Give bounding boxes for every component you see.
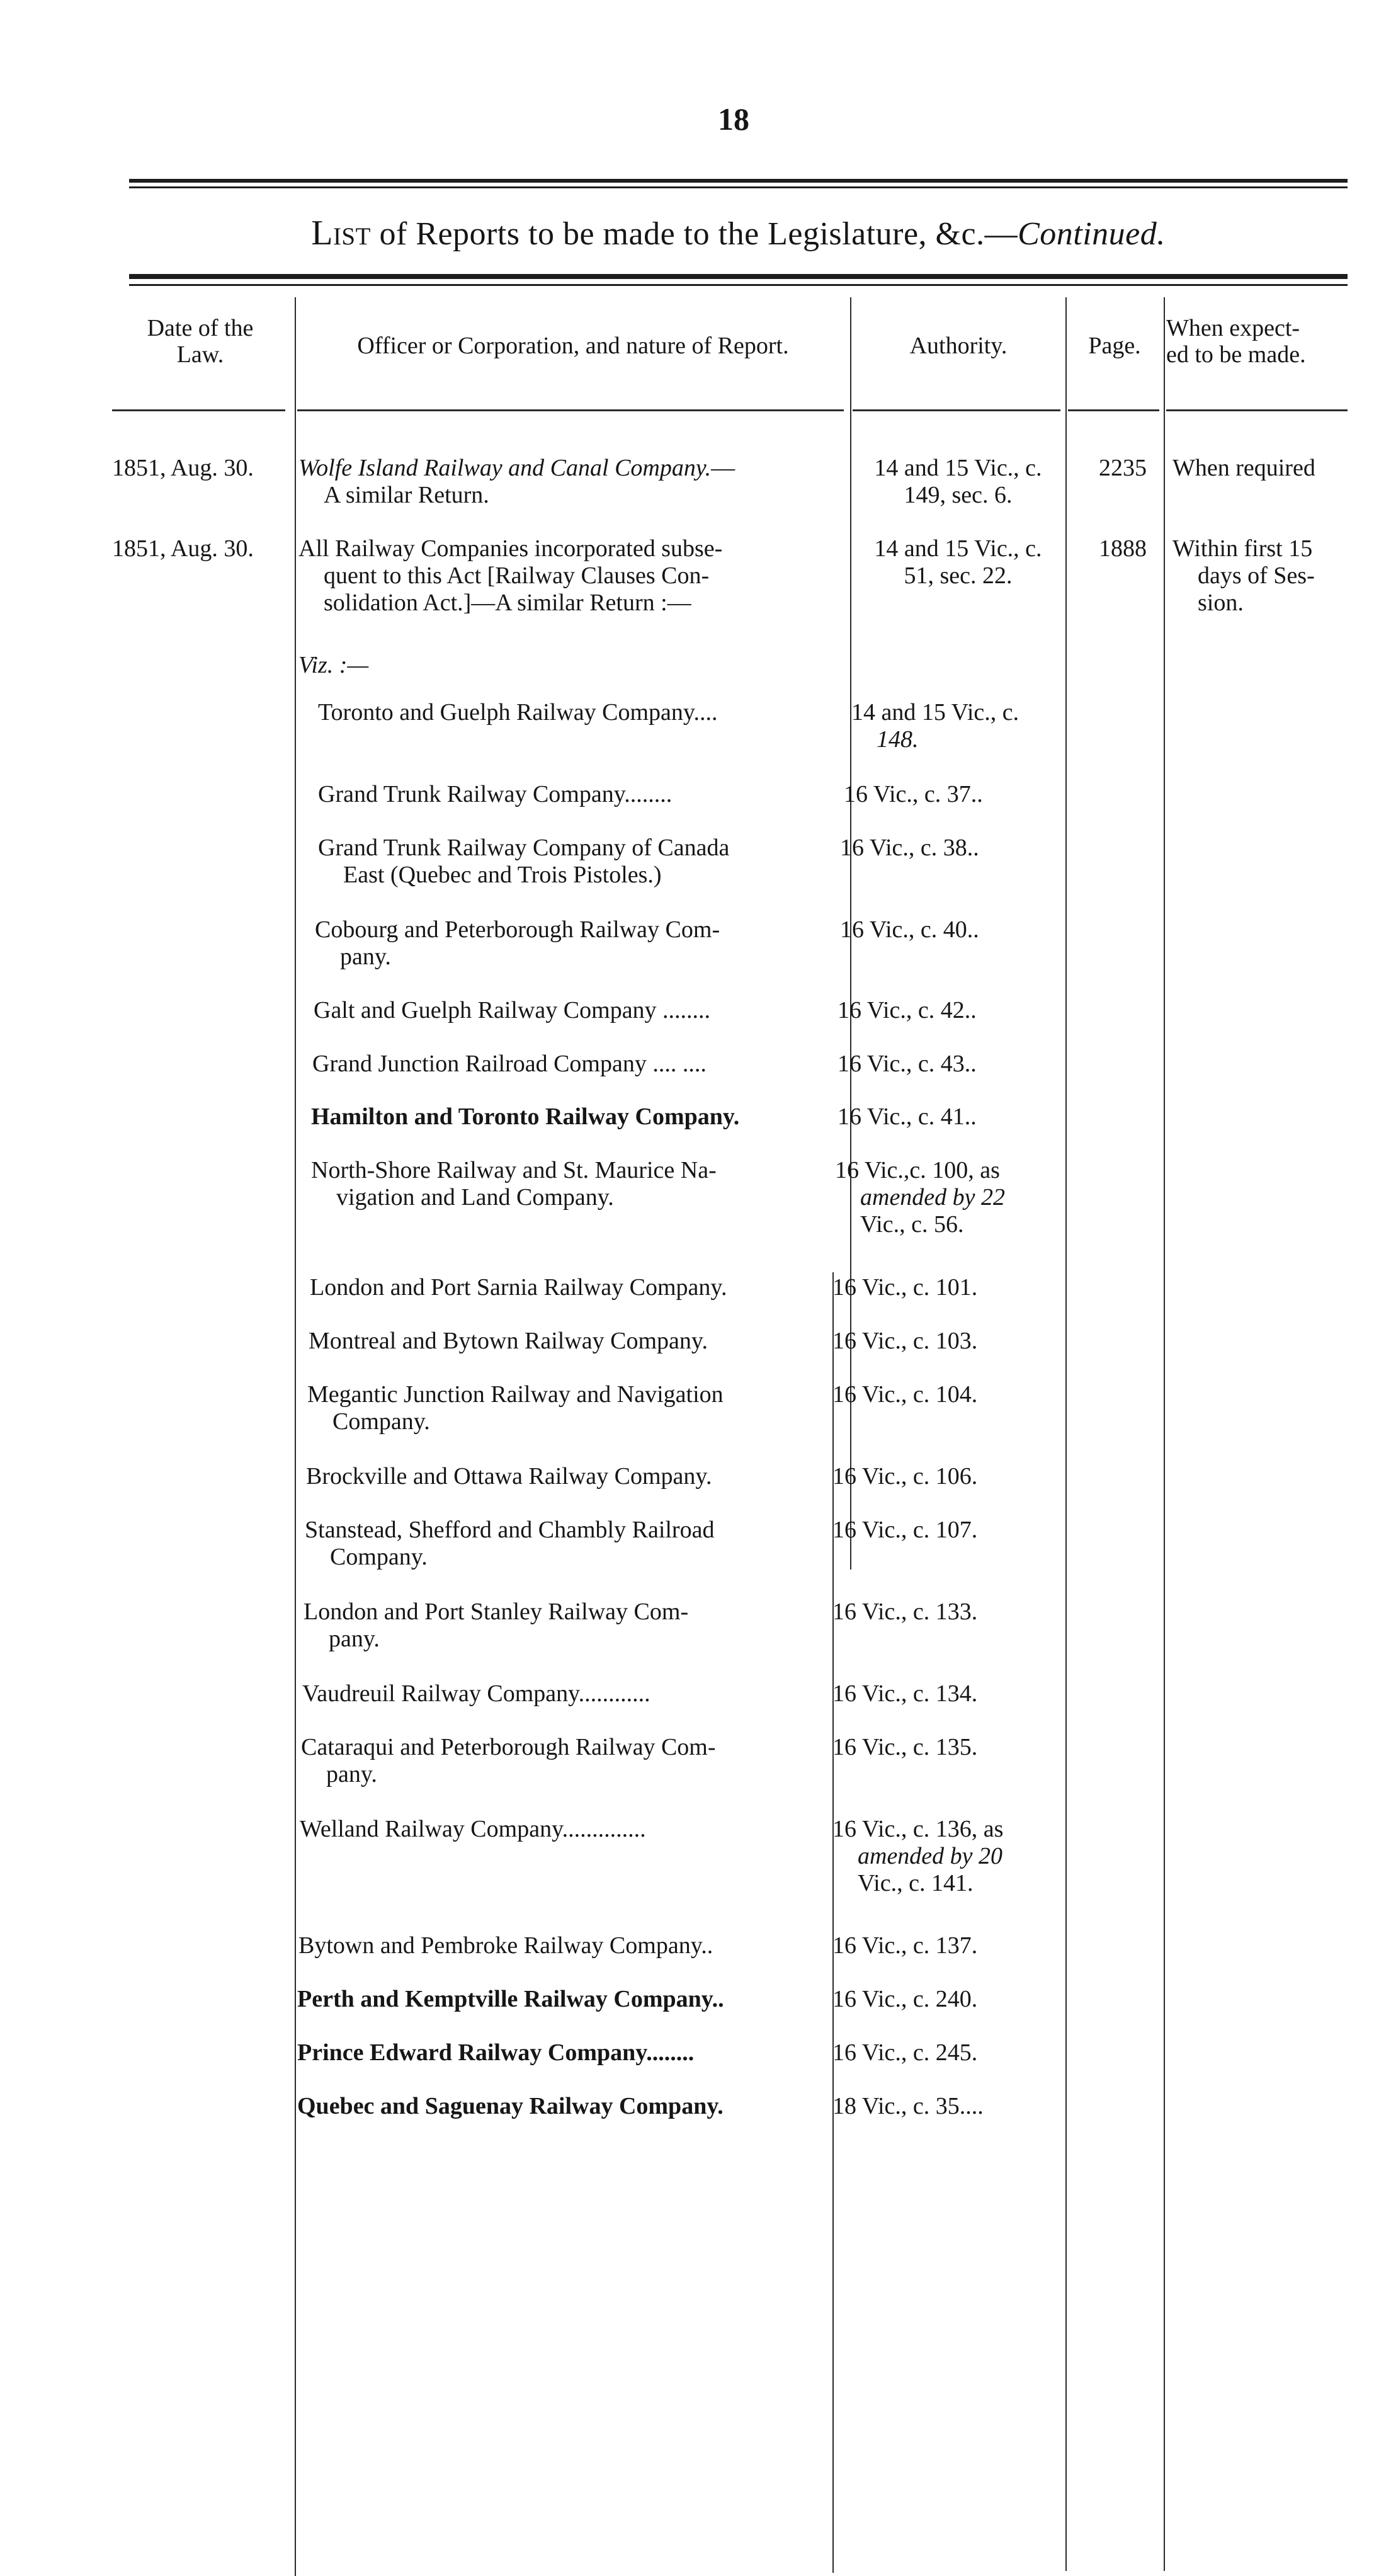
- company-authority: [837, 1051, 1064, 1078]
- company-name: [306, 1463, 712, 1490]
- company-name: [302, 1680, 650, 1707]
- company-name: [311, 1103, 739, 1131]
- top-rule: [129, 179, 1348, 183]
- company-name-line: North-Shore Railway and St. Maurice Na-: [311, 1157, 717, 1183]
- company-authority-line: 16 Vic.,c. 100, as: [835, 1157, 1000, 1183]
- entry-date: 1851, Aug. 30.: [112, 535, 254, 562]
- company-authority-line: 16 Vic., c. 240.: [832, 1986, 978, 2012]
- title-lead: List: [311, 214, 371, 253]
- company-name-line: Welland Railway Company..............: [300, 1816, 646, 1842]
- company-name-line: Cobourg and Peterborough Railway Com-: [315, 916, 720, 943]
- company-authority-line: 16 Vic., c. 245.: [832, 2039, 978, 2066]
- company-name-line: Grand Trunk Railway Company of Canada: [318, 835, 730, 861]
- company-name: [318, 835, 729, 889]
- company-authority-line: 148.: [877, 726, 919, 753]
- company-name: [300, 1816, 646, 1843]
- company-authority-line: 16 Vic., c. 104.: [832, 1381, 978, 1408]
- title-continued: Continued.: [1018, 216, 1166, 252]
- entry-officer-dash: —: [711, 455, 735, 481]
- page-title: [129, 213, 1348, 253]
- company-name-line: Toronto and Guelph Railway Company....: [318, 699, 718, 726]
- company-name-line: London and Port Stanley Railway Com-: [304, 1599, 689, 1625]
- company-authority-line: 16 Vic., c. 40..: [840, 916, 979, 943]
- company-authority: [832, 1517, 1064, 1544]
- header-underline-officer: [297, 409, 844, 411]
- entry-authority: [853, 535, 1064, 590]
- entry-authority-line: 14 and 15 Vic., c.: [874, 535, 1042, 562]
- company-authority-line: 16 Vic., c. 133.: [832, 1599, 978, 1625]
- company-name-line: pany.: [326, 1761, 377, 1787]
- company-name: [318, 699, 717, 726]
- company-authority: [832, 1734, 1064, 1761]
- header-authority: Authority.: [909, 333, 1008, 359]
- company-name-line: Cataraqui and Peterborough Railway Com-: [301, 1734, 716, 1760]
- company-name-line: Megantic Junction Railway and Navigation: [307, 1381, 724, 1408]
- top-rule-thin: [129, 186, 1348, 188]
- company-name-line: East (Quebec and Trois Pistoles.): [343, 862, 662, 888]
- company-authority: [832, 1932, 1064, 1959]
- company-authority: [835, 1157, 1064, 1238]
- company-name: [297, 2039, 694, 2066]
- company-name: [297, 1986, 724, 2013]
- header-underline-page: [1068, 409, 1159, 411]
- company-name-line: Perth and Kemptville Railway Company..: [297, 1986, 724, 2012]
- company-name-line: Vaudreuil Railway Company............: [302, 1680, 650, 1707]
- entry-when-line: days of Ses-: [1198, 562, 1315, 589]
- company-name-line: Grand Junction Railroad Company .... ....: [312, 1051, 707, 1077]
- company-authority: [840, 916, 1064, 943]
- company-name: [298, 1932, 713, 1959]
- company-authority-line: amended by 22: [860, 1184, 1006, 1211]
- company-authority-line: 16 Vic., c. 41..: [837, 1103, 977, 1130]
- header-date-line: Date of the: [147, 315, 254, 341]
- company-authority-line: amended by 20: [858, 1843, 1003, 1869]
- entry-officer: [298, 455, 846, 509]
- company-authority: [832, 2093, 1064, 2120]
- company-authority: [832, 1463, 1064, 1490]
- company-authority-line: 16 Vic., c. 103.: [832, 1328, 978, 1354]
- entry-page: 2235: [1099, 455, 1147, 481]
- entry-officer-line: quent to this Act [Railway Clauses Con-: [324, 562, 710, 589]
- company-authority: [832, 1599, 1064, 1626]
- column-divider-date: [295, 297, 296, 2576]
- company-name-line: Galt and Guelph Railway Company ........: [314, 997, 711, 1023]
- entry-date: 1851, Aug. 30.: [112, 455, 254, 481]
- company-name: [307, 1381, 724, 1435]
- company-name: [315, 916, 720, 971]
- header-rule: [129, 274, 1348, 279]
- company-name: [310, 1274, 727, 1301]
- company-name-line: pany.: [340, 943, 391, 970]
- company-name-line: Brockville and Ottawa Railway Company.: [306, 1463, 712, 1490]
- company-name-line: Prince Edward Railway Company........: [297, 2039, 695, 2066]
- entry-when: When required: [1172, 455, 1315, 481]
- company-authority-line: 16 Vic., c. 135.: [832, 1734, 978, 1760]
- company-name-line: Grand Trunk Railway Company........: [318, 781, 673, 807]
- entry-officer-line: solidation Act.]—A similar Return :—: [324, 590, 691, 616]
- entry-when: [1172, 535, 1361, 617]
- company-name-line: vigation and Land Company.: [336, 1184, 614, 1211]
- company-authority: [844, 781, 1064, 808]
- company-authority: [832, 1680, 1064, 1707]
- header-when: [1166, 315, 1355, 368]
- company-name: [311, 1157, 717, 1211]
- header-rule-thin: [129, 284, 1348, 286]
- company-authority-line: 16 Vic., c. 43..: [837, 1051, 977, 1077]
- company-authority-line: 16 Vic., c. 37..: [844, 781, 983, 807]
- company-authority-line: 16 Vic., c. 134.: [832, 1680, 978, 1707]
- header-date: [112, 315, 288, 368]
- column-divider-page: [1164, 297, 1165, 2571]
- entry-authority-line: 51, sec. 22.: [904, 562, 1013, 589]
- viz-label: Viz. :—: [298, 652, 369, 678]
- company-authority: [832, 1816, 1064, 1897]
- company-authority-line: 16 Vic., c. 38..: [840, 835, 979, 861]
- column-divider-authority: [1065, 297, 1067, 2571]
- company-name-line: Company.: [332, 1408, 430, 1435]
- company-name: [314, 997, 710, 1024]
- entry-page: 1888: [1099, 535, 1147, 562]
- header-page: Page.: [1088, 333, 1141, 359]
- header-underline-authority: [853, 409, 1060, 411]
- header-underline-when: [1166, 409, 1348, 411]
- company-authority: [832, 1328, 1064, 1355]
- header-underline-date: [112, 409, 285, 411]
- company-authority: [832, 2039, 1064, 2066]
- header-officer: Officer or Corporation, and nature of Report.: [357, 333, 789, 359]
- page-number: 18: [718, 101, 749, 137]
- company-authority: [837, 1103, 1064, 1131]
- company-name-line: Company.: [330, 1544, 428, 1570]
- header-when-line: ed to be made.: [1166, 341, 1306, 368]
- entry-officer-cont: A similar Return.: [324, 482, 489, 508]
- company-authority-line: 16 Vic., c. 107.: [832, 1517, 978, 1543]
- header-when-line: When expect-: [1166, 315, 1300, 341]
- company-name: [312, 1051, 707, 1078]
- entry-when-line: Within first 15: [1172, 535, 1313, 562]
- company-name-line: Hamilton and Toronto Railway Company.: [311, 1103, 740, 1130]
- company-name-line: Quebec and Saguenay Railway Company.: [297, 2093, 724, 2119]
- company-authority-line: 14 and 15 Vic., c.: [851, 699, 1019, 726]
- company-authority-line: Vic., c. 141.: [858, 1870, 974, 1896]
- company-authority-line: 16 Vic., c. 101.: [832, 1274, 978, 1301]
- title-main: of Reports to be made to the Legislature, &c.—: [370, 216, 1018, 252]
- company-authority-line: 16 Vic., c. 136, as: [832, 1816, 1004, 1842]
- company-authority-line: 18 Vic., c. 35....: [832, 2093, 984, 2119]
- company-authority: [851, 699, 1064, 753]
- company-authority-line: 16 Vic., c. 137.: [832, 1932, 978, 1959]
- company-name: [297, 2093, 724, 2120]
- company-name-line: Bytown and Pembroke Railway Company..: [298, 1932, 713, 1959]
- company-authority: [832, 1274, 1064, 1301]
- entry-authority-line: 14 and 15 Vic., c.: [874, 455, 1042, 481]
- entry-authority-line: 149, sec. 6.: [904, 482, 1013, 508]
- company-authority-line: 16 Vic., c. 42..: [837, 997, 977, 1023]
- company-name-line: Montreal and Bytown Railway Company.: [309, 1328, 708, 1354]
- entry-when-line: sion.: [1198, 590, 1244, 616]
- company-name: [304, 1599, 688, 1653]
- entry-authority: [853, 455, 1064, 509]
- entry-officer-italic: Wolfe Island Railway and Canal Company.: [298, 455, 712, 481]
- company-authority: [832, 1381, 1064, 1408]
- entry-officer: [298, 535, 846, 617]
- company-authority: [832, 1986, 1064, 2013]
- company-name-line: pany.: [329, 1626, 380, 1652]
- entry-officer-line: All Railway Companies incorporated subse-: [298, 535, 723, 562]
- company-name: [301, 1734, 716, 1788]
- company-name-line: Stanstead, Shefford and Chambly Railroad: [305, 1517, 715, 1543]
- company-authority-line: 16 Vic., c. 106.: [832, 1463, 978, 1490]
- header-date-line: Law.: [176, 341, 224, 368]
- company-name: [318, 781, 672, 808]
- company-authority-line: Vic., c. 56.: [860, 1211, 964, 1238]
- company-authority: [837, 997, 1064, 1024]
- company-name: [305, 1517, 714, 1571]
- company-name-line: London and Port Sarnia Railway Company.: [310, 1274, 727, 1301]
- company-authority: [840, 835, 1064, 862]
- company-name: [309, 1328, 708, 1355]
